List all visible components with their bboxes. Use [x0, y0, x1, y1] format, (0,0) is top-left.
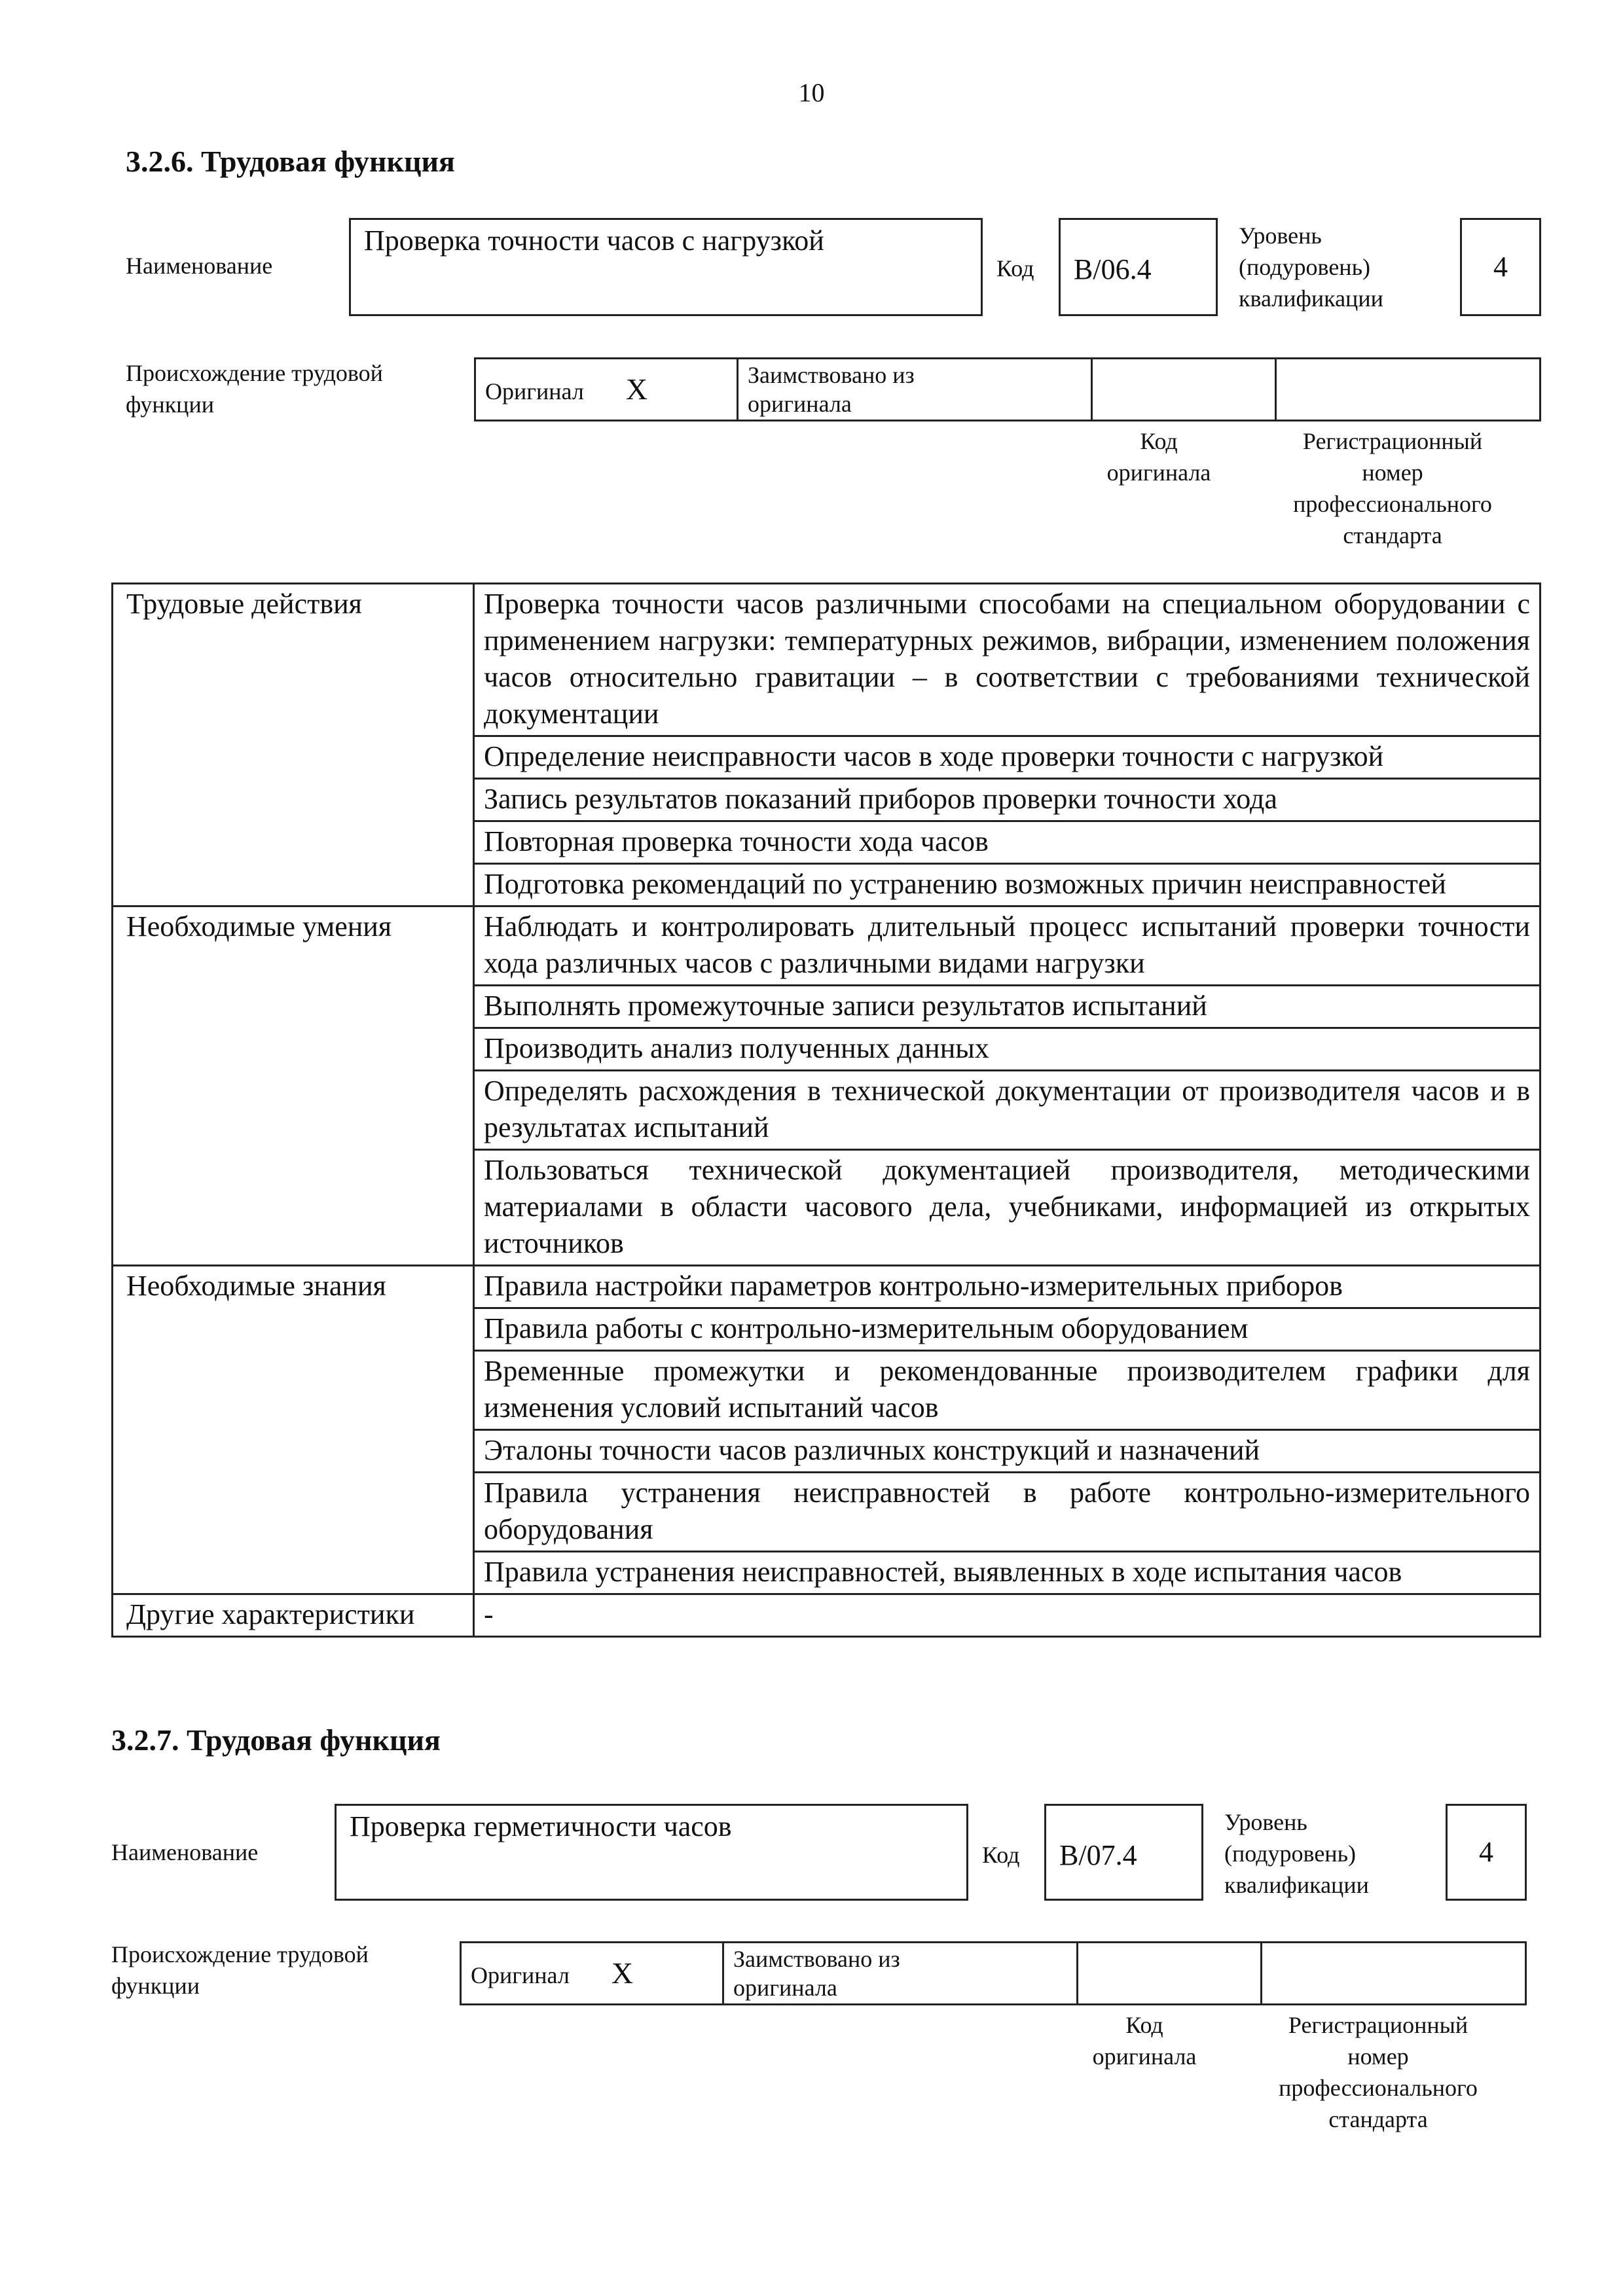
- section-title: 3.2.7. Трудовая функция: [111, 1723, 441, 1757]
- level-value-field: 4: [1460, 218, 1541, 316]
- reg-number-cell: [1262, 1943, 1526, 2005]
- skill-item: Пользоваться технической документацией производителя, методическими материалами в области часового дела, учебниками, информацией из открытых источников: [474, 1150, 1541, 1266]
- skills-header: Необходимые умения: [113, 906, 474, 1266]
- original-code-caption: Код оригинала: [1092, 2012, 1197, 2070]
- other-header: Другие характеристики: [113, 1594, 474, 1637]
- borrowed-cell: Заимствовано из оригинала: [723, 1943, 1078, 2005]
- knowledge-item: Правила настройки параметров контрольно-измерительных приборов: [474, 1266, 1541, 1308]
- code-value-field: B/06.4: [1059, 218, 1218, 316]
- origin-label: Происхождение трудовой функции: [126, 360, 383, 418]
- action-item: Подготовка рекомендаций по устранению возможных причин неисправностей: [474, 864, 1541, 906]
- action-item: Проверка точности часов различными способами на специальном оборудовании с применением нагрузки: температурных режимов, вибрации, изменением положения часов относительно гравитации – в соответствии с требованиями технической документации: [474, 584, 1541, 736]
- knowledge-item: Эталоны точности часов различных конструкций и назначений: [474, 1430, 1541, 1473]
- reg-number-caption: Регистрационный номер профессионального стандарта: [1293, 428, 1492, 548]
- action-item: Определение неисправности часов в ходе проверки точности с нагрузкой: [474, 736, 1541, 779]
- page-number: 10: [798, 78, 825, 107]
- code-label: Код: [982, 1842, 1020, 1868]
- knowledge-item: Правила устранения неисправностей в работе контрольно-измерительного оборудования: [474, 1473, 1541, 1552]
- original-mark: X: [625, 372, 648, 406]
- origin-label: Происхождение трудовой функции: [111, 1941, 369, 1999]
- origin-table: [460, 1941, 1527, 2005]
- reg-number-cell: [1276, 359, 1541, 421]
- function-name-field: Проверка герметичности часов: [335, 1804, 968, 1901]
- original-code-cell: [1092, 359, 1276, 421]
- name-label: Наименование: [126, 253, 273, 279]
- knowledge-header: Необходимые знания: [113, 1266, 474, 1594]
- original-code-caption: Код оригинала: [1106, 428, 1211, 486]
- other-value: -: [474, 1594, 1541, 1637]
- original-mark: X: [611, 1956, 634, 1990]
- original-code-cell: [1078, 1943, 1262, 2005]
- action-item: Запись результатов показаний приборов проверки точности хода: [474, 779, 1541, 821]
- actions-header: Трудовые действия: [113, 584, 474, 906]
- skill-item: Определять расхождения в технической документации от производителя часов и в результатах испытаний: [474, 1071, 1541, 1150]
- level-value-field: 4: [1446, 1804, 1527, 1901]
- original-cell: Оригинал X: [461, 1943, 723, 2005]
- origin-table: [474, 357, 1541, 422]
- skill-item: Наблюдать и контролировать длительный процесс испытаний проверки точности хода различных часов с различными видами нагрузки: [474, 906, 1541, 986]
- action-item: Повторная проверка точности хода часов: [474, 821, 1541, 864]
- skill-item: Выполнять промежуточные записи результатов испытаний: [474, 986, 1541, 1028]
- labor-function-table: [111, 583, 1541, 1638]
- level-label: Уровень (подуровень) квалификации: [1224, 1809, 1369, 1898]
- skill-item: Производить анализ полученных данных: [474, 1028, 1541, 1071]
- knowledge-item: Временные промежутки и рекомендованные производителем графики для изменения условий испытаний часов: [474, 1351, 1541, 1430]
- code-label: Код: [996, 255, 1034, 281]
- reg-number-caption: Регистрационный номер профессионального стандарта: [1279, 2012, 1478, 2132]
- original-cell: Оригинал X: [475, 359, 738, 421]
- level-label: Уровень (подуровень) квалификации: [1239, 223, 1383, 312]
- knowledge-item: Правила устранения неисправностей, выявленных в ходе испытания часов: [474, 1552, 1541, 1594]
- function-name-field: Проверка точности часов с нагрузкой: [349, 218, 983, 316]
- name-label: Наименование: [111, 1839, 259, 1865]
- section-title: 3.2.6. Трудовая функция: [126, 145, 455, 178]
- code-value-field: B/07.4: [1044, 1804, 1203, 1901]
- knowledge-item: Правила работы с контрольно-измерительным оборудованием: [474, 1308, 1541, 1351]
- borrowed-cell: Заимствовано из оригинала: [738, 359, 1092, 421]
